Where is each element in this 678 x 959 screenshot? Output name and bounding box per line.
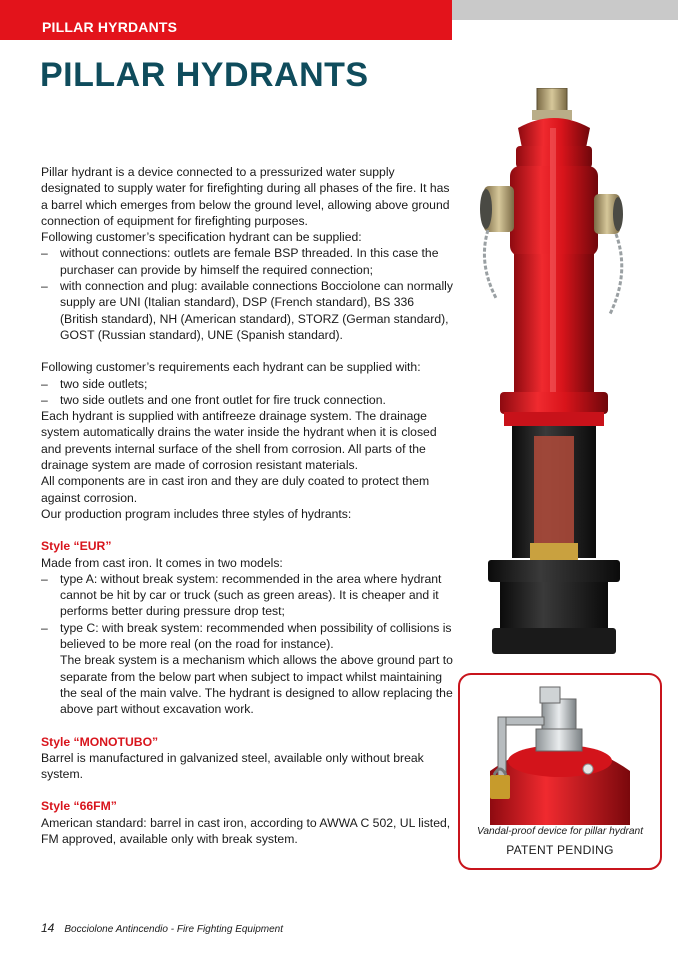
intro-paragraph: Pillar hydrant is a device connected to a pressurized water supply designated to supply water for firefighting during all phases of the fire. It has a barrel which emerges from below the ground level, allowing above ground connection of equipment for firefighting purposes.	[41, 165, 450, 228]
vandal-proof-device-illustration	[470, 681, 650, 825]
style-66fm-text: American standard: barrel in cast iron, according to AWWA C 502, UL listed, FM approved, available only with break system.	[41, 815, 451, 846]
page-number: 14	[41, 921, 55, 935]
page-footer	[41, 921, 283, 935]
drainage-paragraph: Each hydrant is supplied with antifreeze drainage system. The drainage system automatically drains the water inside the hydrant when it is closed and prevents internal surface of the shell from corrosion. All parts of the drainage system are made of corrosion resistant materials.	[41, 409, 437, 473]
style-monotubo-text: Barrel is manufactured in galvanized steel, available only without break system.	[41, 750, 424, 782]
list-item: – type C: with break system: recommended when possibility of collisions is believed to be more real (on the road for instance).	[41, 620, 452, 652]
top-banner	[0, 0, 452, 40]
vandal-caption: Vandal-proof device for pillar hydrant	[476, 826, 644, 837]
style-66fm-heading: Style “66FM”	[41, 799, 117, 814]
components-paragraph: All components are in cast iron and they are duly coated to protect them against corrosion.	[41, 474, 430, 505]
page-title: PILLAR HYDRANTS	[40, 56, 369, 94]
program-paragraph: Our production program includes three styles of hydrants:	[41, 506, 352, 521]
list-item: – two side outlets;	[41, 376, 148, 391]
requirements-lead: Following customer’s requirements each hydrant can be supplied with:	[41, 360, 421, 375]
style-eur-heading: Style “EUR”	[41, 539, 112, 554]
list-item: – type A: without break system: recommended in the area where hydrant cannot be hit by car or truck (such as green areas). It is cheaper and it performs better during pressure drop test;	[41, 571, 442, 619]
spec-lead: Following customer’s specification hydrant can be supplied:	[41, 230, 362, 245]
break-system-note: The break system is a mechanism which allows the above ground part to separate from the below part when subject to impact whilst maintaining the seal of the main valve. The hydrant is designed to allow replacing the above part without excavation work.	[60, 653, 453, 717]
top-grey-bar	[452, 0, 678, 20]
list-item: – without connections: outlets are female BSP threaded. In this case the purchaser can provide by himself the required connection;	[41, 246, 439, 277]
footer-text: Bocciolone Antincendio - Fire Fighting Equipment	[64, 924, 283, 935]
vandal-proof-callout	[458, 673, 662, 870]
list-item: – two side outlets and one front outlet for fire truck connection.	[41, 392, 386, 407]
list-item: – with connection and plug: available connections Bocciolone can normally supply are UNI (Italian standard), DSP (French standard), BS 336 (British standard), NH (American standard), STORZ (German standard), GOST (Russian standard), UNE (Spanish standard).	[41, 279, 453, 342]
pillar-hydrant-illustration	[470, 88, 638, 660]
style-monotubo-heading: Style “MONOTUBO”	[41, 734, 159, 749]
banner-title: PILLAR HYRDANTS	[42, 19, 178, 35]
style-eur-lead: Made from cast iron. It comes in two models:	[41, 555, 283, 570]
patent-pending-label: PATENT PENDING	[506, 843, 614, 857]
body-text	[41, 164, 453, 847]
